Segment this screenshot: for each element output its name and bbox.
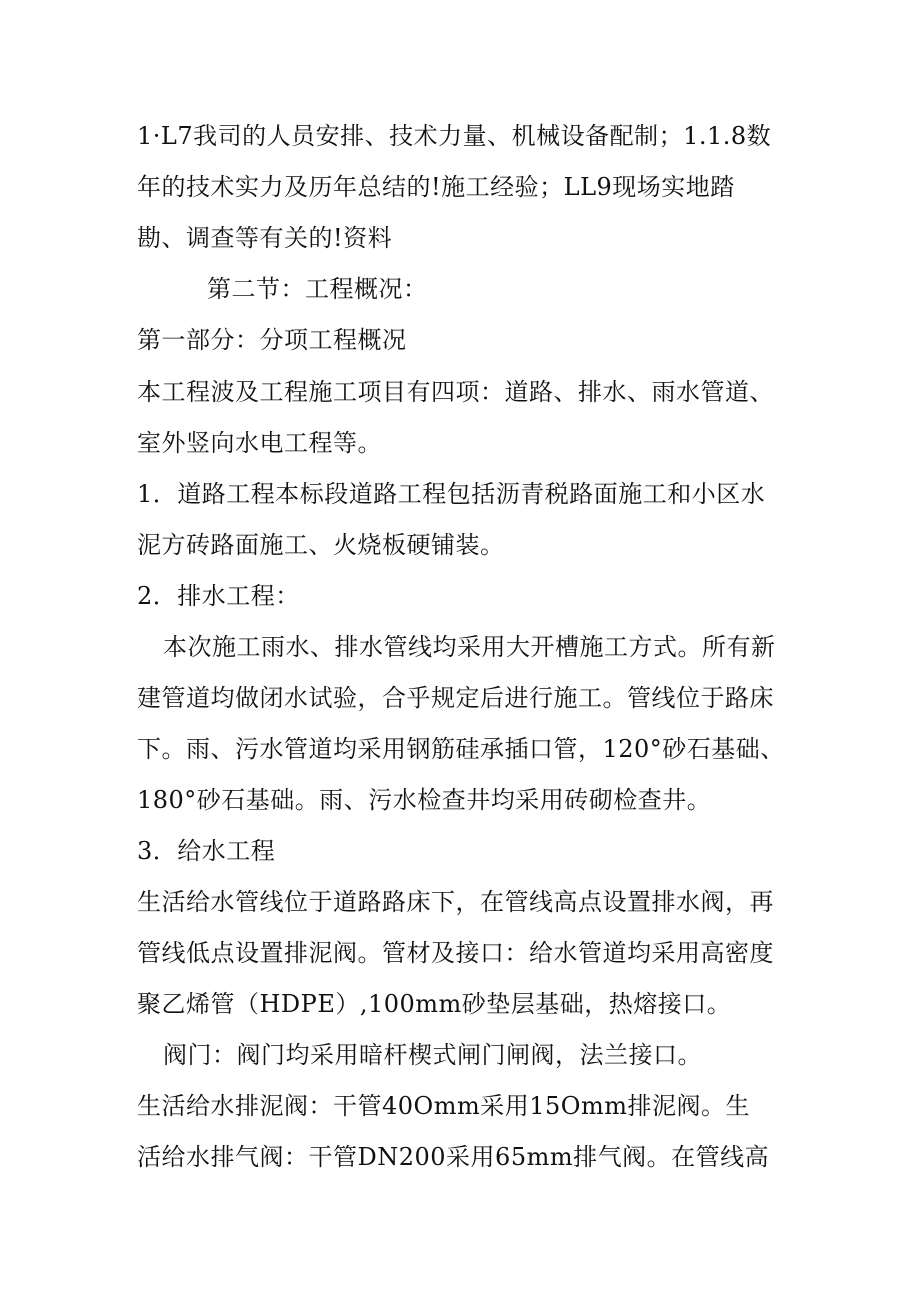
text-line: 勘、调查等有关的!资料 bbox=[137, 224, 393, 252]
text-line: 180°砂石基础。雨、污水检查井均采用砖砌检查井。 bbox=[137, 786, 712, 814]
text-line: 1．道路工程本标段道路工程包括沥青税路面施工和小区水 bbox=[137, 480, 766, 508]
text-line: 生活给水管线位于道路路床下，在管线高点设置排水阀，再 bbox=[137, 888, 774, 916]
section-heading: 第二节：工程概况： bbox=[207, 275, 428, 303]
text-line: 泥方砖路面施工、火烧板硬铺装。 bbox=[137, 531, 505, 559]
text-line: 年的技术实力及历年总结的!施工经验；LL9现场实地踏 bbox=[137, 173, 735, 201]
item-heading: 2．排水工程： bbox=[137, 582, 300, 610]
text-line: 本工程波及工程施工项目有四项：道路、排水、雨水管道、 bbox=[137, 378, 774, 406]
text-line: 阀门：阀门均采用暗杆楔式闸门闸阀，法兰接口。 bbox=[163, 1041, 702, 1069]
item-heading: 3．给水工程 bbox=[137, 837, 276, 865]
text-line: 本次施工雨水、排水管线均采用大开槽施工方式。所有新 bbox=[163, 633, 776, 661]
text-line: 管线低点设置排泥阀。管材及接口：给水管道均采用高密度 bbox=[137, 939, 774, 967]
text-line: 室外竖向水电工程等。 bbox=[137, 429, 382, 457]
part-heading: 第一部分：分项工程概况 bbox=[137, 326, 407, 354]
text-line: 建管道均做闭水试验，合乎规定后进行施工。管线位于路床 bbox=[137, 684, 774, 712]
text-line: 1·L7我司的人员安排、技术力量、机械设备配制；1.1.8数 bbox=[137, 122, 772, 150]
text-line: 生活给水排泥阀：干管40Omm采用15Omm排泥阀。生 bbox=[137, 1092, 750, 1120]
text-line: 下。雨、污水管道均采用钢筋硅承插口管，120°砂石基础、 bbox=[137, 735, 785, 763]
text-line: 聚乙烯管（HDPE）,100mm砂垫层基础，热熔接口。 bbox=[137, 990, 732, 1018]
text-line: 活给水排气阀：干管DN200采用65mm排气阀。在管线高 bbox=[137, 1143, 770, 1171]
